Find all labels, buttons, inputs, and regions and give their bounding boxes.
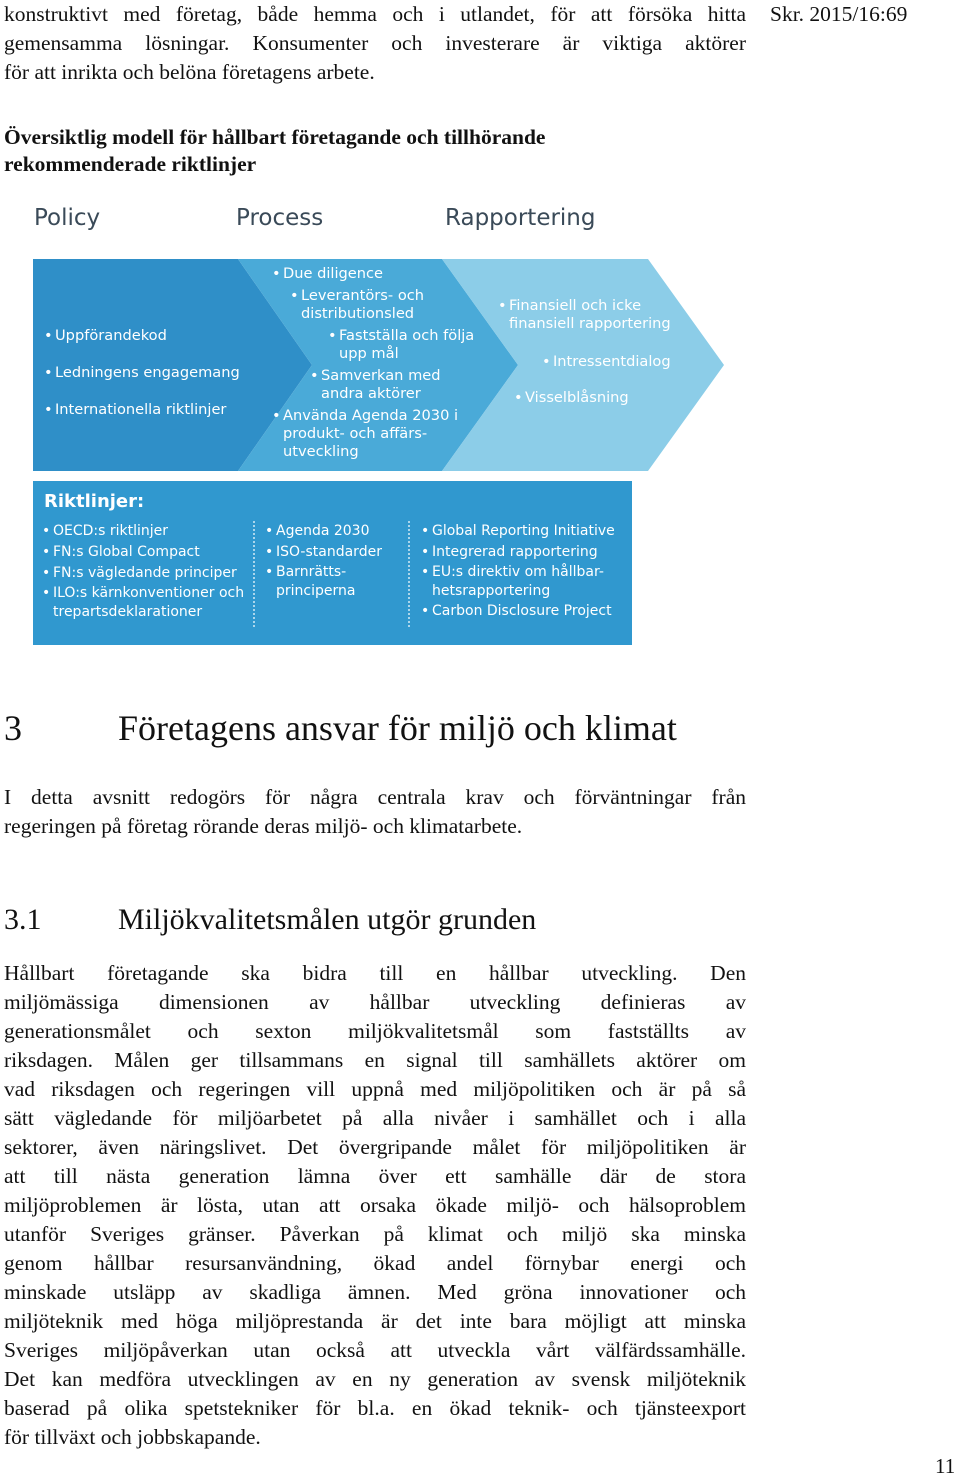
paragraph-line: baserad på olika spetstekniker för bl.a. en ökad teknik- och tjänsteexport — [4, 1396, 746, 1420]
riktlinjer-item: • EU:s direktiv om hållbar-hetsrapportering — [421, 563, 617, 601]
paragraph-line: att till nästa generation lämna över ett samhälle där de stora — [4, 1164, 746, 1188]
paragraph-line: sektorer, även näringslivet. Det övergripande målet för miljöpolitiken är — [4, 1135, 746, 1159]
rapportering-list — [498, 297, 698, 407]
process-item: • Fastställa och följa upp mål — [328, 327, 489, 363]
section-title: Företagens ansvar för miljö och klimat — [118, 708, 677, 748]
riktlinjer-item: • Carbon Disclosure Project — [421, 601, 631, 622]
rapportering-header: Rapportering — [445, 205, 596, 231]
section-3-1-paragraph — [4, 959, 746, 1452]
riktlinjer-item: • FN:s Global Compact — [42, 542, 252, 563]
section-number: 3 — [4, 708, 22, 748]
rapportering-item: • Finansiell och icke finansiell rapportering — [498, 297, 699, 333]
rapportering-item: • Visselblåsning — [514, 389, 698, 407]
process-header: Process — [236, 205, 324, 231]
figure-caption — [4, 124, 746, 178]
policy-item: • Internationella riktlinjer — [44, 391, 244, 428]
riktlinjer-item: • ISO-standarder — [265, 542, 405, 563]
policy-item: • Uppförandekod — [44, 317, 244, 354]
riktlinjer-item: • FN:s vägledande principer — [42, 563, 252, 584]
policy-list — [44, 317, 244, 428]
riktlinjer-item: • Global Reporting Initiative — [421, 521, 631, 542]
process-item: • Samverkan med andra aktörer — [310, 367, 471, 403]
rapportering-item: • Intressentdialog — [542, 353, 698, 371]
section-title: Miljökvalitetsmålen utgör grunden — [118, 903, 537, 936]
intro-line: konstruktivt med företag, både hemma och i utlandet, för att försöka hitta — [4, 2, 746, 26]
riktlinjer-item: • Barnrätts-principerna — [265, 563, 366, 601]
intro-line: gemensamma lösningar. Konsumenter och investerare är viktiga aktörer — [4, 31, 746, 55]
paragraph-line: Sveriges miljöpåverkan utan också att utveckla vårt välfärdssamhälle. — [4, 1338, 746, 1362]
paragraph-line: sätt vägledande för miljöarbetet på alla nivåer i samhället och i alla — [4, 1106, 746, 1130]
paragraph-line: regeringen på företag rörande deras miljö- och klimatarbete. — [4, 814, 523, 838]
riktlinjer-item: • Integrerad rapportering — [421, 542, 631, 563]
sustainability-model-figure — [0, 195, 760, 655]
riktlinjer-title: Riktlinjer: — [44, 491, 145, 512]
paragraph-line: Hållbart företagande ska bidra till en hållbar utveckling. Den — [4, 961, 746, 985]
paragraph-line: genom hållbar resursanvändning, ökad andel förnybar energi och — [4, 1251, 746, 1275]
process-item: • Använda Agenda 2030 i produkt- och affärs-utveckling — [272, 407, 483, 461]
paragraph-line: miljöproblemen är lösta, utan att orsaka ökade miljö- och hälsoproblem — [4, 1193, 746, 1217]
paragraph-line: vad riksdagen och regeringen vill uppnå med miljöpolitiken och är på så — [4, 1077, 746, 1101]
process-item: • Leverantörs- och distributionsled — [290, 287, 451, 323]
process-list — [272, 265, 475, 461]
riktlinjer-col3 — [421, 521, 631, 622]
paragraph-line: miljöteknik med höga miljöprestanda är det inte bara möjligt att minska — [4, 1309, 746, 1333]
riktlinjer-item: • ILO:s kärnkonventioner och trepartsdeklarationer — [42, 584, 252, 622]
intro-paragraph — [4, 0, 746, 87]
paragraph-line: miljömässiga dimensionen av hållbar utveckling definieras av — [4, 990, 746, 1014]
page-number: 11 — [935, 1454, 956, 1478]
riktlinjer-item: • OECD:s riktlinjer — [42, 521, 252, 542]
figure-caption-line: rekommenderade riktlinjer — [4, 152, 257, 176]
paragraph-line: Det kan medföra utvecklingen av en ny generation av svensk miljöteknik — [4, 1367, 746, 1391]
section-3-paragraph — [4, 783, 746, 841]
policy-header: Policy — [34, 205, 101, 231]
paragraph-line: minskade utsläpp av skadliga ämnen. Med gröna innovationer och — [4, 1280, 746, 1304]
paragraph-line: för tillväxt och jobbskapande. — [4, 1425, 261, 1449]
paragraph-line: riksdagen. Målen ger tillsammans en signal till samhällets aktörer om — [4, 1048, 746, 1072]
policy-item: • Ledningens engagemang — [44, 354, 244, 391]
paragraph-line: utanför Sveriges gränser. Påverkan på klimat och miljö ska minska — [4, 1222, 746, 1246]
figure-caption-line: Översiktlig modell för hållbart företagande och tillhörande — [4, 125, 546, 149]
riktlinjer-col2 — [265, 521, 405, 601]
riktlinjer-col1 — [42, 521, 252, 622]
document-reference: Skr. 2015/16:69 — [770, 2, 908, 26]
paragraph-line: generationsmålet och sexton miljökvalitetsmål som fastställts av — [4, 1019, 746, 1043]
intro-line: för att inrikta och belöna företagens arbete. — [4, 60, 375, 84]
section-number: 3.1 — [4, 903, 42, 936]
paragraph-line: I detta avsnitt redogörs för några centrala krav och förväntningar från — [4, 785, 746, 809]
riktlinjer-item: • Agenda 2030 — [265, 521, 405, 542]
process-item: • Due diligence — [272, 265, 472, 283]
